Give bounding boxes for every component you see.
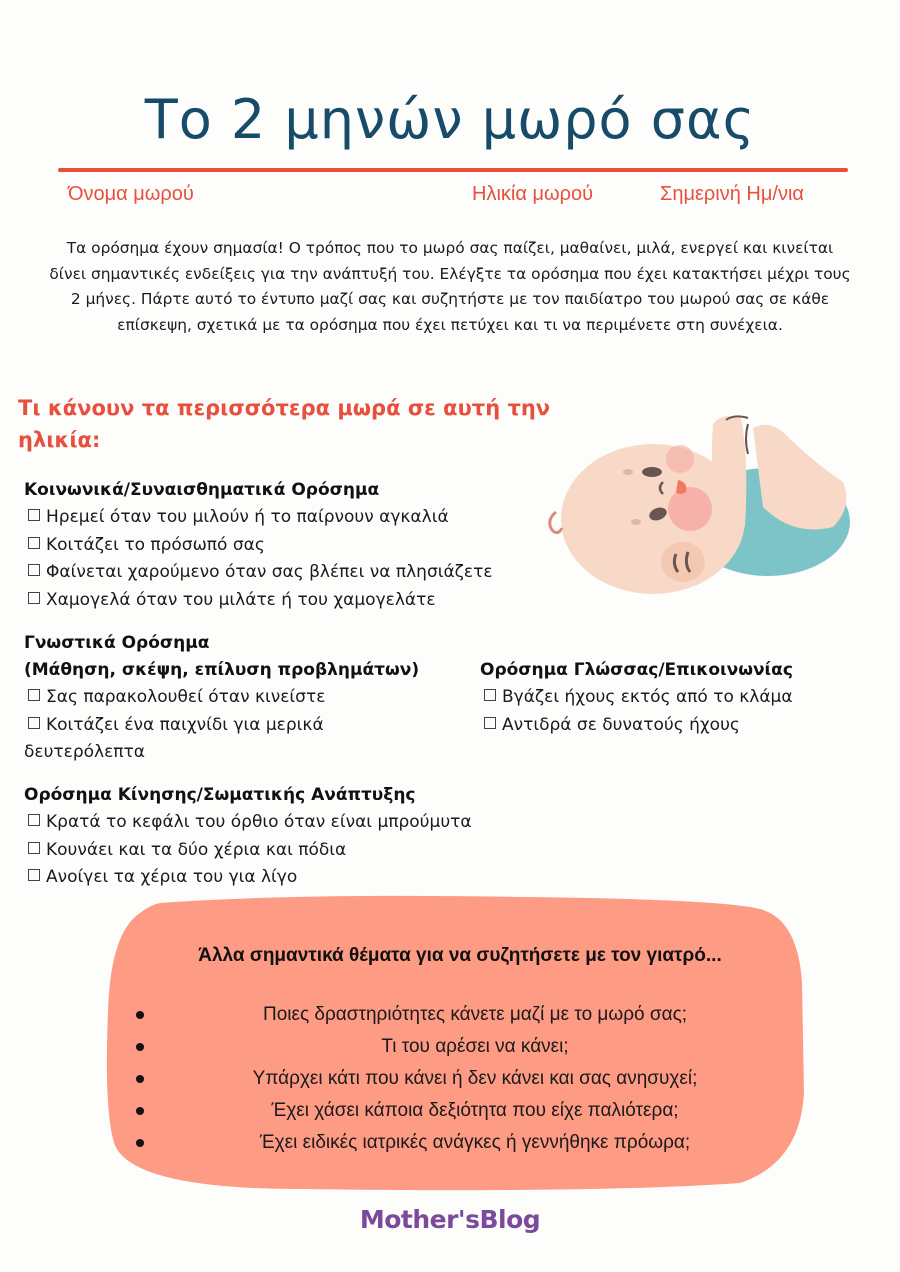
milestone-item[interactable]: Σας παρακολουθεί όταν κινείστε xyxy=(24,684,454,712)
milestone-item[interactable]: Χαμογελά όταν του μιλάτε ή του χαμογελάτε xyxy=(24,587,493,615)
language-milestones-title: Ορόσημα Γλώσσας/Επικοινωνίας xyxy=(480,660,793,680)
cognitive-milestones xyxy=(24,630,454,767)
checkbox-icon[interactable] xyxy=(28,509,40,521)
today-date-field[interactable]: Σημερινή Ημ/νια xyxy=(660,183,804,205)
page-title: Το 2 μηνών μωρό σας xyxy=(144,88,756,152)
checkbox-icon[interactable] xyxy=(28,537,40,549)
mothersblog-logo[interactable]: Mother'sBlog xyxy=(359,1205,541,1234)
list-item: Έχει ειδικές ιατρικές ανάγκες ή γεννήθηκε πρόωρα; xyxy=(100,1127,820,1159)
checkbox-icon[interactable] xyxy=(484,717,496,729)
discussion-list xyxy=(100,999,820,1159)
list-item: Υπάρχει κάτι που κάνει ή δεν κάνει και σας ανησυχεί; xyxy=(100,1063,820,1095)
bullet-icon xyxy=(136,1011,144,1019)
milestone-item[interactable]: Κουνάει και τα δύο χέρια και πόδια xyxy=(24,837,472,865)
bullet-icon xyxy=(136,1043,144,1051)
milestone-item[interactable]: Κρατά το κεφάλι του όρθιο όταν είναι μπρούμυτα xyxy=(24,809,472,837)
discussion-box xyxy=(100,893,820,1193)
social-milestones-title: Κοινωνικά/Συναισθηματικά Ορόσημα xyxy=(24,480,380,500)
intro-paragraph: Τα ορόσημα έχουν σημασία! Ο τρόπος που το μωρό σας παίζει, μαθαίνει, μιλά, ενεργεί και κινείται δίνει σημαντικές ενδείξεις για την ανάπτυξή του. Ελέγξτε τα ορόσημα που έχει κατακτήσει μέχρι τους 2 μήνες. Πάρτε αυτό το έντυπο μαζί σας και συζητήστε με τον παιδίατρο του μωρού σας σε κάθε επίσκεψη, σχετικά με τα ορόσημα που έχει πετύχει και τι να περιμένετε στη συνέχεια. xyxy=(49,239,851,334)
bullet-icon xyxy=(136,1107,144,1115)
milestone-item[interactable]: Αντιδρά σε δυνατούς ήχους xyxy=(480,712,793,740)
checkbox-icon[interactable] xyxy=(28,564,40,576)
milestone-item[interactable]: Κοιτάζει το πρόσωπό σας xyxy=(24,532,493,560)
movement-milestones xyxy=(24,782,472,892)
cognitive-milestones-title: Γνωστικά Ορόσημα xyxy=(24,633,210,653)
checkbox-icon[interactable] xyxy=(484,689,496,701)
list-item: Ποιες δραστηριότητες κάνετε μαζί με το μωρό σας; xyxy=(100,999,820,1031)
milestone-item[interactable]: Κοιτάζει ένα παιχνίδι για μερικά δευτερόλεπτα xyxy=(24,714,324,762)
checkbox-icon[interactable] xyxy=(28,814,40,826)
baby-illustration xyxy=(548,404,868,594)
milestone-item[interactable]: Ηρεμεί όταν του μιλούν ή το παίρνουν αγκαλιά xyxy=(24,504,493,532)
movement-milestones-title: Ορόσημα Κίνησης/Σωματικής Ανάπτυξης xyxy=(24,785,416,805)
checkbox-icon[interactable] xyxy=(28,592,40,604)
milestone-item[interactable]: Βγάζει ήχους εκτός από το κλάμα xyxy=(480,684,793,712)
milestone-item[interactable]: Φαίνεται χαρούμενο όταν σας βλέπει να πλησιάζετε xyxy=(24,559,493,587)
list-item: Έχει χάσει κάποια δεξιότητα που είχε παλιότερα; xyxy=(100,1095,820,1127)
checkbox-icon[interactable] xyxy=(28,717,40,729)
milestone-item[interactable]: Ανοίγει τα χέρια του για λίγο xyxy=(24,864,472,892)
language-milestones xyxy=(480,657,793,739)
checkbox-icon[interactable] xyxy=(28,689,40,701)
social-milestones xyxy=(24,477,493,614)
list-item: Τι του αρέσει να κάνει; xyxy=(100,1031,820,1063)
section-heading: Τι κάνουν τα περισσότερα μωρά σε αυτή την ηλικία: xyxy=(18,396,551,452)
cognitive-milestones-subtitle: (Μάθηση, σκέψη, επίλυση προβλημάτων) xyxy=(24,660,420,680)
baby-age-field[interactable]: Ηλικία μωρού xyxy=(472,183,594,205)
bullet-icon xyxy=(136,1139,144,1147)
discussion-title: Άλλα σημαντικά θέματα για να συζητήσετε με τον γιατρό... xyxy=(198,945,722,966)
baby-name-field[interactable]: Όνομα μωρού xyxy=(68,183,194,205)
title-divider xyxy=(58,168,848,172)
checkbox-icon[interactable] xyxy=(28,842,40,854)
bullet-icon xyxy=(136,1075,144,1083)
checkbox-icon[interactable] xyxy=(28,869,40,881)
